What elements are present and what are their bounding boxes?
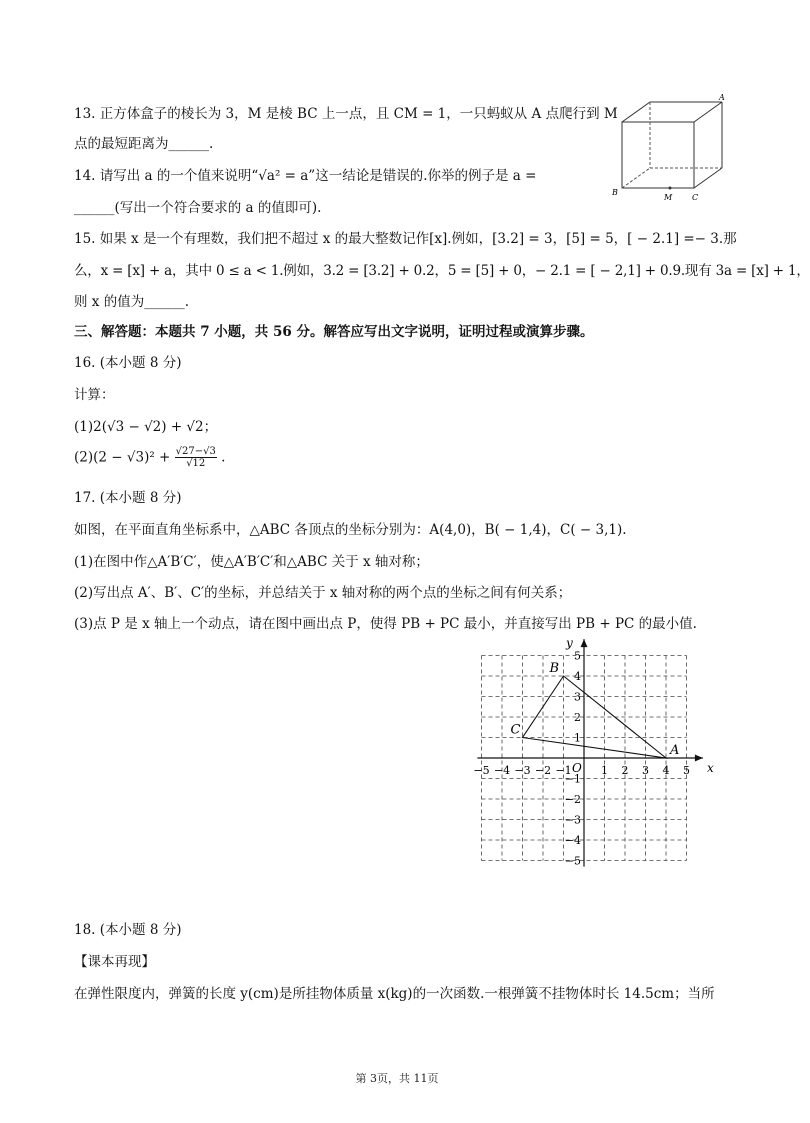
- x-tick-label: −5: [473, 764, 490, 777]
- y-tick-label: −1: [564, 772, 581, 786]
- q16-part2: [74, 446, 225, 469]
- q16-part2-suffix: .: [221, 449, 226, 466]
- y-tick-label: 1: [574, 731, 581, 745]
- y-tick-label: 5: [574, 649, 581, 663]
- q16-fraction-denominator: √12: [186, 458, 206, 469]
- q16-part1: (1)2(√3 − √2) + √2；: [74, 419, 218, 435]
- x-tick-label: 2: [621, 764, 629, 777]
- x-axis-label: x: [706, 761, 714, 775]
- x-tick-label: 4: [662, 764, 670, 777]
- y-tick-label: −2: [564, 793, 581, 806]
- coordinate-grid-figure: [473, 636, 750, 876]
- y-tick-label: −5: [564, 854, 581, 868]
- point-label-c: C: [510, 722, 521, 738]
- q13-line1: 13. 正方体盒子的棱长为 3，M 是棱 BC 上一点，且 CM = 1，一只蚂蚁从 A 点爬行到 M: [74, 106, 618, 122]
- x-tick-label: −3: [514, 764, 531, 777]
- section-3-heading: 三、解答题：本题共 7 小题，共 56 分。解答应写出文字说明，证明过程或演算步骤。: [74, 324, 594, 340]
- x-tick-label: 1: [601, 764, 608, 777]
- x-tick-label: −1: [555, 764, 572, 777]
- q17-part2: (2)写出点 A′、B′、C′的坐标，并总结关于 x 轴对称的两个点的坐标之间有何关系；: [74, 585, 572, 601]
- q13-line2: 点的最短距离为______.: [74, 136, 214, 152]
- cube-label-b: B: [612, 188, 618, 197]
- q14-line1: 14. 请写出 a 的一个值来说明“√a² = a”这一结论是错误的.你举的例子是 a =: [74, 168, 537, 184]
- cube-figure: [608, 92, 728, 204]
- y-axis-label: y: [566, 636, 573, 651]
- q18-tag: 【课本再现】: [74, 954, 155, 970]
- q17-part1: (1)在图中作△A′B′C′，使△A′B′C′和△ABC 关于 x 轴对称；: [74, 554, 429, 570]
- y-tick-label: 4: [574, 670, 581, 683]
- x-tick-label: 5: [683, 764, 690, 777]
- x-tick-label: −2: [534, 764, 552, 777]
- cube-label-c: C: [692, 193, 699, 202]
- q18-line1: 在弹性限度内，弹簧的长度 y(cm)是所挂物体质量 x(kg)的一次函数.一根弹簧不挂物体时长 14.5cm；当所: [74, 986, 715, 1002]
- q14-line2: ______(写出一个符合要求的 a 的值即可).: [74, 200, 322, 216]
- q16-intro: 计算：: [74, 387, 115, 403]
- q17-intro: 如图，在平面直角坐标系中，△ABC 各顶点的坐标分别为：A(4,0)，B( − 1,4)，C( − 3,1).: [74, 522, 627, 538]
- q16-part2-prefix: (2)(2 − √3)² +: [74, 449, 175, 466]
- q17-header: 17. (本小题 8 分): [74, 490, 182, 506]
- y-tick-label: 2: [574, 711, 581, 724]
- q16-header: 16. (本小题 8 分): [74, 355, 182, 371]
- y-tick-label: 3: [574, 690, 581, 704]
- q16-fraction-numerator: √27−√3: [175, 446, 216, 457]
- x-axis-arrow: [695, 755, 703, 762]
- cube-label-a: A: [719, 93, 725, 102]
- y-tick-label: −3: [564, 813, 581, 827]
- y-tick-label: −4: [564, 834, 581, 847]
- q17-part3: (3)点 P 是 x 轴上一个动点，请在图中画出点 P，使得 PB + PC 最小，并直接写出 PB + PC 的最小值.: [74, 616, 697, 632]
- q15-line1: 15. 如果 x 是一个有理数，我们把不超过 x 的最大整数记作[x].例如，[3.2] = 3，[5] = 5，[ − 2.1] =− 3.那: [74, 231, 737, 247]
- point-label-b: B: [549, 661, 560, 676]
- cube-label-m: M: [664, 193, 673, 202]
- y-axis-arrow: [581, 639, 588, 647]
- origin-label: O: [572, 761, 582, 775]
- q16-fraction: [175, 446, 217, 469]
- x-tick-label: 3: [642, 764, 649, 777]
- point-label-a: A: [670, 743, 680, 758]
- x-tick-label: −4: [493, 764, 511, 777]
- page-footer: 第 3页，共 11页: [355, 1072, 439, 1085]
- q18-header: 18. (本小题 8 分): [74, 922, 182, 938]
- q15-line3: 则 x 的值为______.: [74, 294, 189, 310]
- q15-line2: 么，x = [x] + a，其中 0 ≤ a < 1.例如，3.2 = [3.2] + 0.2，5 = [5] + 0，− 2.1 = [ − 2,1] + 0.9.现有 3a = [x] + 1，: [74, 263, 810, 279]
